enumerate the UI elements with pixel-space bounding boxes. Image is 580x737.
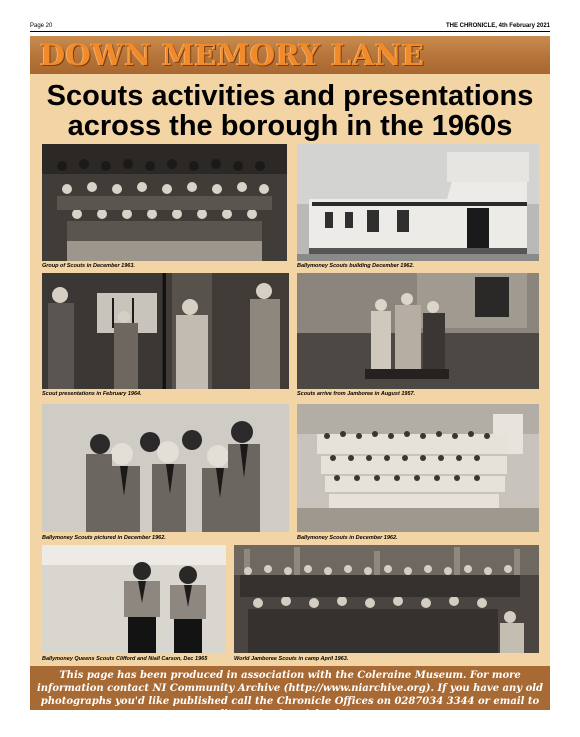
page-number: Page 20 (30, 23, 53, 29)
section-banner-title: DOWN MEMORY LANE (40, 38, 425, 72)
photo-caption: Scouts arrive from Jamboree in August 1957. (297, 391, 416, 397)
headline-line-2: across the borough in the 1960s (67, 110, 513, 142)
photo-caption: Group of Scouts in December 1963. (42, 263, 135, 269)
photo-scout-presentations (42, 273, 289, 389)
photo-caption: World Jamboree Scouts in camp April 1963. (234, 656, 349, 662)
photo-caption: Ballymoney Queens Scouts Clifford and Niall Carson, Dec 1965 (42, 656, 208, 662)
photo-queens-scouts (42, 545, 226, 653)
photo-caption: Ballymoney Scouts building December 1962. (297, 263, 415, 269)
photo-scouts-building (297, 144, 539, 261)
photo-caption: Scout presentations in February 1964. (42, 391, 142, 397)
masthead-date: THE CHRONICLE, 4th February 2021 (445, 23, 550, 29)
footer-credit-text: This page has been produced in association with the Coleraine Museum. For more information contact NI Community Archive (http://www.niarchive.org). If you have any old photographs you'd like published call the Chronicle Offices on 0287034 3344 or email to editor@thechronicle.uk.com (36, 670, 544, 720)
photo-group-of-scouts (42, 144, 287, 261)
photo-ballymoney-scouts-group (297, 404, 539, 532)
photo-ballymoney-scouts-portrait (42, 404, 289, 532)
header-rule (30, 31, 550, 32)
photo-jamboree-arrivals (297, 273, 539, 389)
photo-caption: Ballymoney Scouts in December 1962. (297, 535, 398, 541)
photo-world-jamboree-camp (234, 545, 539, 653)
photo-caption: Ballymoney Scouts pictured in December 1962. (42, 535, 166, 541)
headline-line-1: Scouts activities and presentations (46, 80, 534, 112)
